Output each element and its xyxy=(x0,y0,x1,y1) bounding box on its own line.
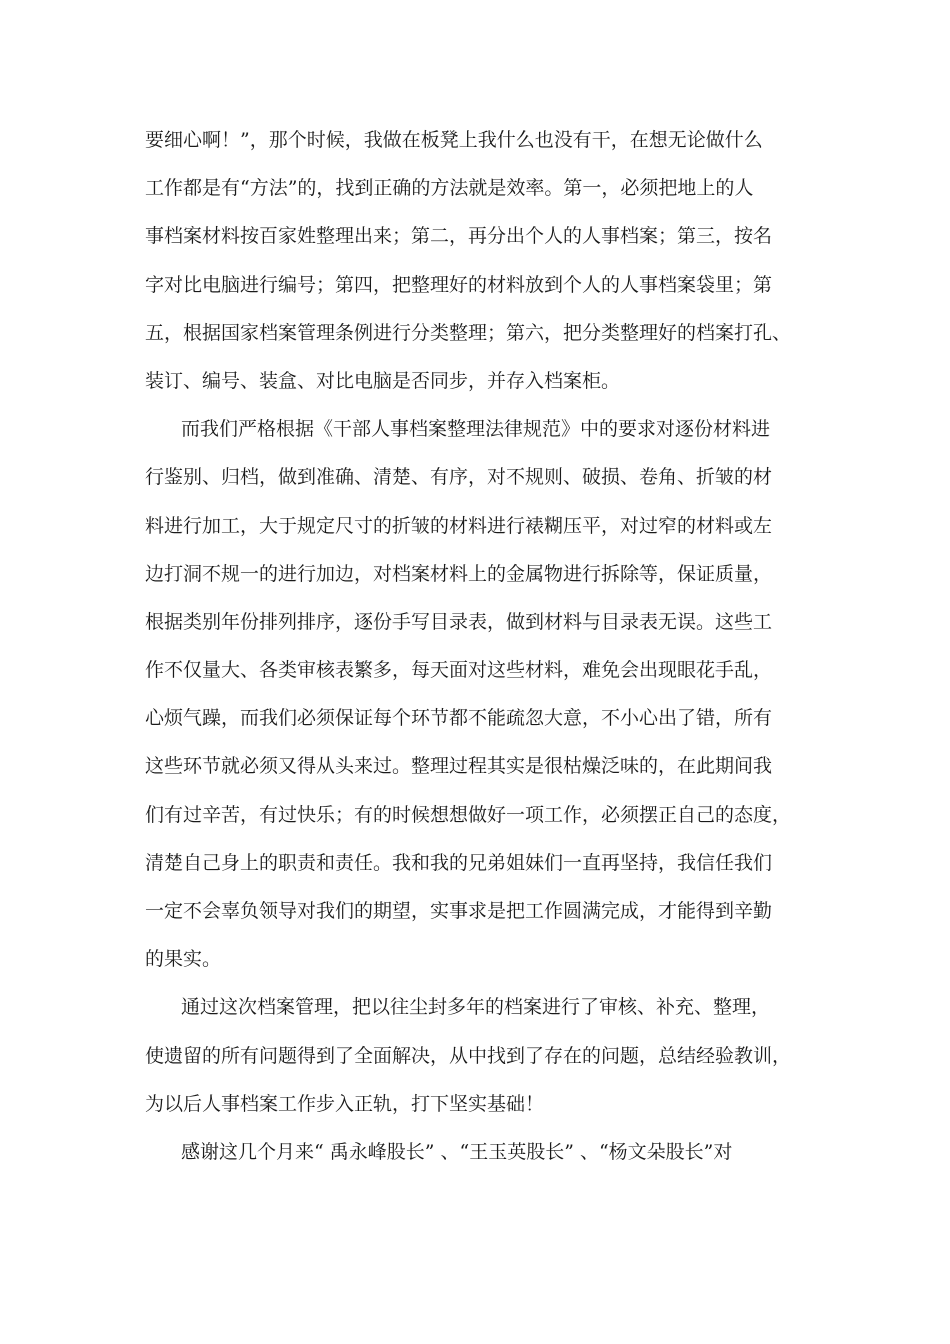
paragraph xyxy=(145,1128,825,1176)
text-line: 为以后人事档案工作步入正轨，打下坚实基础！ xyxy=(145,1092,545,1115)
text-line: 行鉴别、归档，做到准确、清楚、有序，对不规则、破损、卷角、折皱的材 xyxy=(145,466,773,489)
paragraph xyxy=(145,983,825,1128)
text-line: 一定不会辜负领导对我们的期望，实事求是把工作圆满完成，才能得到辛勤 xyxy=(145,900,773,922)
text-line: 要细心啊！”，那个时候，我做在板凳上我什么也没有干，在想无论做什么 xyxy=(145,129,763,151)
text-line: 边打洞不规一的进行加边，对档案材料上的金属物进行拆除等，保证质量， xyxy=(145,562,773,585)
text-line: 这些环节就必须又得从头来过。整理过程其实是很枯燥泛味的，在此期间我 xyxy=(145,755,773,778)
text-line: 五，根据国家档案管理条例进行分类整理；第六，把分类整理好的档案打孔、 xyxy=(145,321,792,344)
text-line: 清楚自己身上的职责和责任。我和我的兄弟姐妹们一直再坚持，我信任我们 xyxy=(145,851,773,874)
text-line: 的果实。 xyxy=(145,948,222,971)
text-line: 心烦气躁，而我们必须保证每个环节都不能疏忽大意，不小心出了错，所有 xyxy=(145,707,773,730)
text-line: 们有过辛苦，有过快乐；有的时候想想做好一项工作，必须摆正自己的态度， xyxy=(145,803,792,826)
text-line: 料进行加工，大于规定尺寸的折皱的材料进行裱糊压平，对过窄的材料或左 xyxy=(145,514,773,537)
text-line: 工作都是有“方法”的，找到正确的方法就是效率。第一，必须把地上的人 xyxy=(145,177,754,200)
text-line: 根据类别年份排列排序，逐份手写目录表，做到材料与目录表无误。这些工 xyxy=(145,610,773,633)
text-line: 而我们严格根据《干部人事档案整理法律规范》中的要求对逐份材料进 xyxy=(181,418,771,441)
text-line: 使遗留的所有问题得到了全面解决，从中找到了存在的问题，总结经验教训， xyxy=(145,1044,792,1067)
text-line: 装订、编号、装盒、对比电脑是否同步，并存入档案柜。 xyxy=(145,369,621,392)
text-line: 作不仅量大、各类审核表繁多，每天面对这些材料，难免会出现眼花手乱， xyxy=(145,659,773,682)
text-line: 通过这次档案管理，把以往尘封多年的档案进行了审核、补充、整理， xyxy=(181,996,771,1019)
text-line: 字对比电脑进行编号；第四，把整理好的材料放到个人的人事档案袋里；第 xyxy=(145,273,773,296)
paragraph xyxy=(145,405,825,983)
text-line: 感谢这几个月来“ 禹永峰股长” 、“王玉英股长” 、“杨文朵股长”对 xyxy=(181,1140,733,1163)
paragraph xyxy=(145,116,825,405)
document-body xyxy=(145,116,825,1176)
text-line: 事档案材料按百家姓整理出来；第二，再分出个人的人事档案；第三，按名 xyxy=(145,225,773,248)
